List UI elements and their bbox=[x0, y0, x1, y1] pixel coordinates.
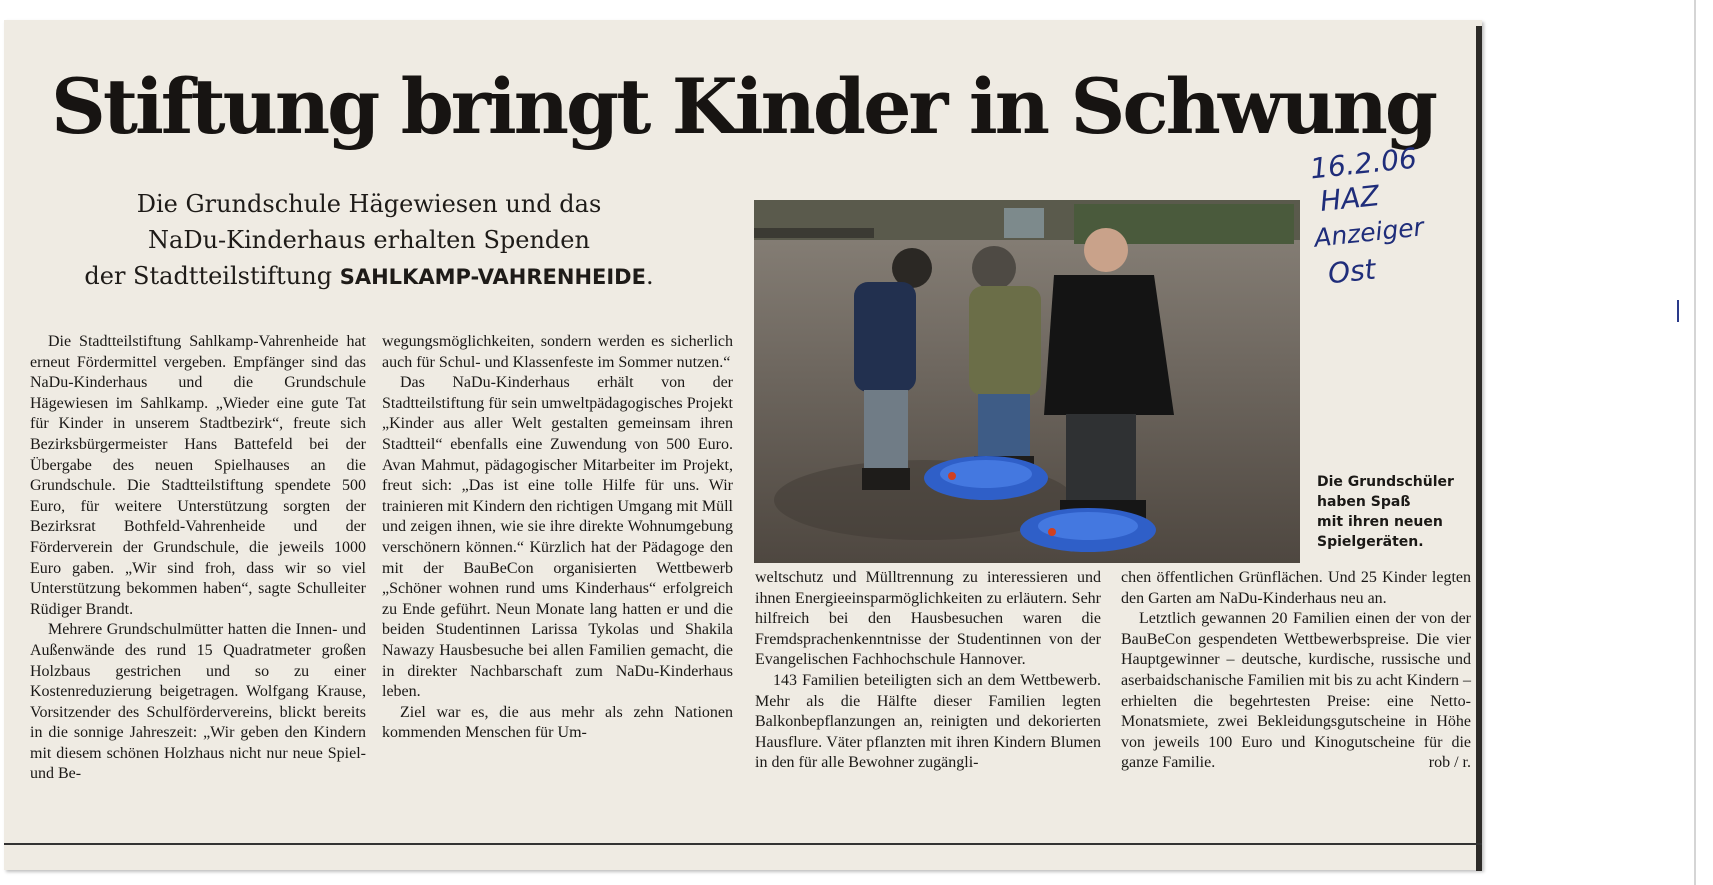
paragraph: chen öffentlichen Grünflächen. Und 25 Kinder legten den Garten am NaDu-Kinderhaus neu an. bbox=[1121, 569, 1471, 607]
caption-line: Spielgeräten. bbox=[1317, 534, 1424, 550]
subheadline-line-3 bbox=[44, 262, 694, 290]
photo-illustration bbox=[754, 200, 1300, 563]
subheadline-line-1: Die Grundschule Hägewiesen und das bbox=[136, 190, 602, 218]
paragraph: Die Stadtteilstiftung Sahlkamp-Vahrenheide hat erneut Fördermittel vergeben. Empfänger sind das NaDu-Kinderhaus und die Grundschule Hägewiesen im Sahlkamp. „Wieder eine gute Tat für Kinder in unserem Stadtbezirk“, freute sich Bezirksbürgermeister Hans Battefeld bei der Übergabe des neuen Spielhauses an die Grundschule. Die Stadtteilstiftung spendete 500 Euro, für weitere Unterstützung sorgten der Bezirksrat Bothfeld-Vahrenheide und der Förderverein der Grundschule, die jeweils 1000 Euro gaben. „Wir sind froh, dass wir so viel Unterstützung bekommen haben“, sagte Schulleiter Rüdiger Brandt. bbox=[30, 333, 366, 618]
handwritten-section-2: Ost bbox=[1326, 252, 1378, 291]
caption-line: mit ihren neuen bbox=[1317, 514, 1443, 530]
newspaper-clipping bbox=[4, 20, 1482, 870]
paragraph: weltschutz und Mülltrennung zu interessieren und ihnen Energieeinsparmöglichkeiten zu erläutern. Sehr hilfreich bei den Hausbesuchen waren die Fremdsprachenkenntnisse der Studentinnen von der Evangelischen Fachhochschule Hannover. bbox=[755, 569, 1101, 669]
paragraph: Ziel war es, die aus mehr als zehn Nationen kommenden Menschen für Um- bbox=[382, 703, 733, 742]
article-column-1 bbox=[30, 332, 366, 785]
caption-line: Die Grundschüler bbox=[1317, 474, 1454, 490]
subheadline-period: . bbox=[645, 262, 654, 290]
scanner-edge bbox=[1694, 0, 1696, 885]
paragraph: Mehrere Grundschulmütter hatten die Innen- und Außenwände des rund 15 Quadratmeter großen Holzbaus gestrichen und so zu einer Kostenreduzierung beigetragen. Wolfgang Krause, Vorsitzender des Schulfördervereins, blickt bereits in die sonnige Jahreszeit: „Wir geben den Kindern mit diesem schönen Holzhaus nicht nur neue Spiel- und Be- bbox=[30, 621, 366, 783]
photo-caption bbox=[1317, 472, 1454, 552]
subheadline-text: der Stadtteilstiftung bbox=[84, 262, 333, 290]
author-initials: rob / r. bbox=[1428, 754, 1471, 772]
clipping-shadow-edge bbox=[1476, 26, 1482, 871]
photo-children-playground bbox=[754, 200, 1300, 563]
handwritten-section: Anzeiger bbox=[1312, 212, 1426, 253]
paragraph bbox=[1121, 609, 1471, 774]
paragraph-text: Letztlich gewannen 20 Familien einen der von der BauBeCon gespendeten Wettbewerbspreise. Die vier Hauptgewinner – deutsche, kurdische, russische und aserbaidschanische Familien mit bis zu acht Kindern – erhielten die begehrtesten Preise: eine Netto-Monatsmiete, zwei Bekleidungsgutscheine in Höhe von jeweils 100 Euro und Kinogutscheine für die ganze Familie. bbox=[1121, 610, 1471, 772]
caption-line: haben Spaß bbox=[1317, 494, 1411, 510]
paragraph: wegungsmöglichkeiten, sondern werden es sicherlich auch für Schul- und Klassenfeste im Sommer nutzen.“ bbox=[382, 333, 733, 371]
bottom-rule bbox=[4, 843, 1482, 845]
margin-mark bbox=[1677, 300, 1679, 322]
paragraph: 143 Familien beteiligten sich an dem Wettbewerb. Mehr als die Hälfte dieser Familien legten Balkonbepflanzungen an, reinigten und dekorierten Hausflure. Väter pflanzten mit ihren Kindern Blumen in den für alle Bewohner zugängli- bbox=[755, 671, 1101, 772]
article-column-3 bbox=[755, 568, 1101, 774]
subheadline-org: SAHLKAMP-VAHRENHEIDE bbox=[339, 265, 646, 289]
paragraph: Das NaDu-Kinderhaus erhält von der Stadtteilstiftung für sein umweltpädagogisches Projekt „Kinder aus aller Welt gestalten gemeinsam ihren Stadtteil“ ebenfalls eine Zuwendung von 500 Euro. Avan Mahmut, pädagogischer Mitarbeiter im Projekt, freut sich: „Das ist eine tolle Hilfe für uns. Wir trainieren mit Kindern den richtigen Umgang mit Müll und zeigen ihnen, wie sie ihre direkte Wohnumgebung verschönern können.“ Kürzlich hat der Pädagoge den mit der BauBeCon organisierten Wettbewerb „Schöner wohnen rund ums Kinderhaus“ erfolgreich zu Ende geführt. Neun Monate lang hatten er und die beiden Studentinnen Larissa Tykolas und Shakila Nawazy Hausbesuche bei allen Familien gemacht, die in direkter Nachbarschaft zum NaDu-Kinderhaus leben. bbox=[382, 374, 733, 701]
handwritten-paper: HAZ bbox=[1318, 178, 1381, 219]
subheadline-line-2: NaDu-Kinderhaus erhalten Spenden bbox=[148, 226, 590, 254]
handwritten-date: 16.2.06 bbox=[1308, 141, 1419, 186]
article-column-2 bbox=[382, 332, 733, 744]
headline: Stiftung bringt Kinder in Schwung bbox=[50, 62, 1436, 151]
article-column-4 bbox=[1121, 568, 1471, 774]
